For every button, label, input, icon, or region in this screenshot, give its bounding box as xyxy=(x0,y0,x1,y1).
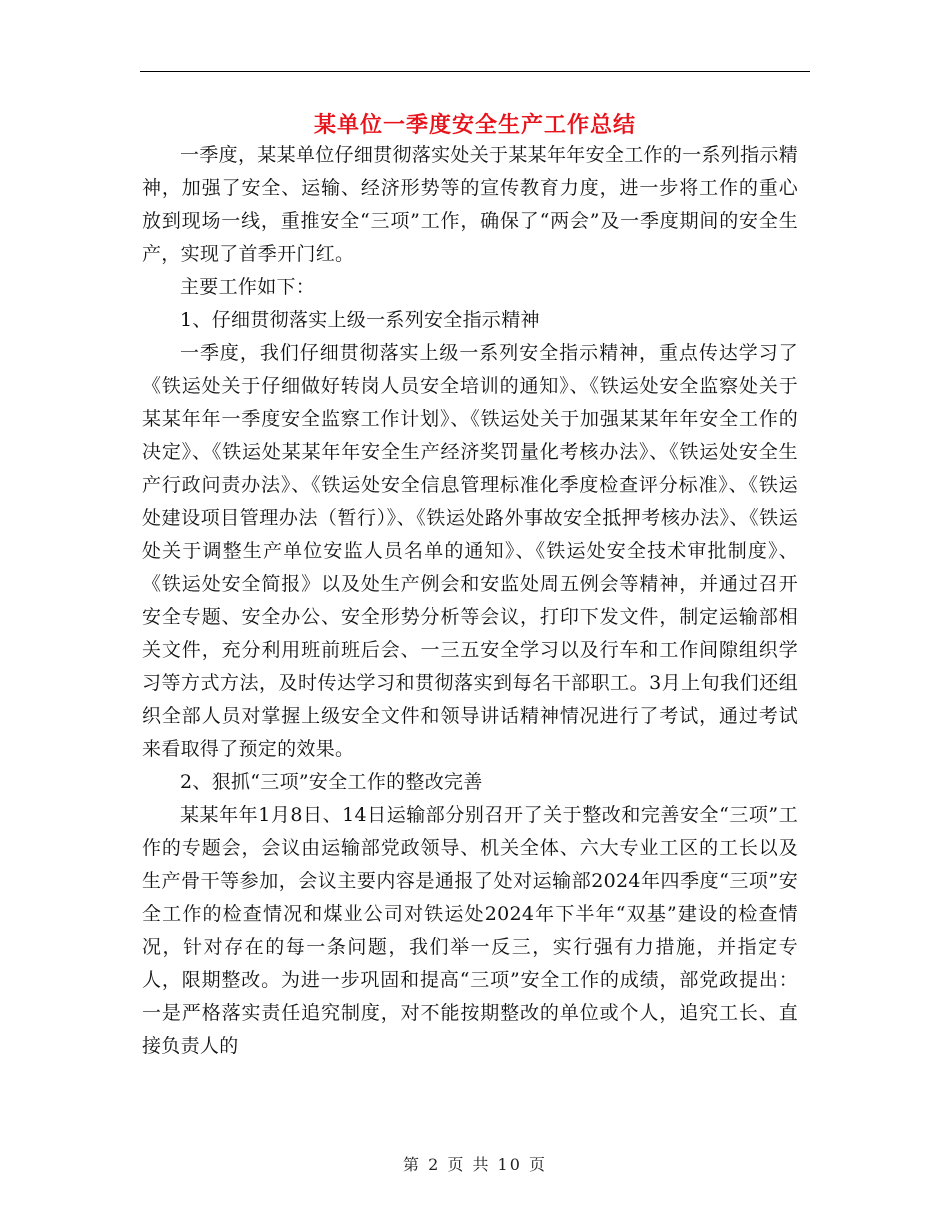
header-rule xyxy=(140,71,810,72)
section-heading-1: 1、仔细贯彻落实上级一系列安全指示精神 xyxy=(180,309,540,331)
intro-paragraph: 一季度，某某单位仔细贯彻落实处关于某某年年安全工作的一系列指示精神，加强了安全、运输、经济形势等的宣传教育力度，进一步将工作的重心放到现场一线，重推安全“三项”工作，确保了“两会”及一季度期间的安全生产，实现了首季开门红。 xyxy=(142,144,798,265)
document-body xyxy=(142,139,798,1063)
page-number-footer: 第 2 页 共 10 页 xyxy=(403,1155,547,1174)
section-heading-2: 2、狠抓“三项”安全工作的整改完善 xyxy=(180,771,483,793)
section-1-paragraph: 一季度，我们仔细贯彻落实上级一系列安全指示精神，重点传达学习了《铁运处关于仔细做好转岗人员安全培训的通知》、《铁运处安全监察处关于某某年年一季度安全监察工作计划》、《铁运处关于加强某某年年安全工作的决定》、《铁运处某某年年安全生产经济奖罚量化考核办法》、《铁运处安全生产行政问责办法》、《铁运处安全信息管理标准化季度检查评分标准》、《铁运处建设项目管理办法（暂行）》、《铁运处路外事故安全抵押考核办法》、《铁运处关于调整生产单位安监人员名单的通知》、《铁运处安全技术审批制度》、《铁运处安全简报》以及处生产例会和安监处周五例会等精神，并通过召开安全专题、安全办公、安全形势分析等会议，打印下发文件，制定运输部相关文件，充分利用班前班后会、一三五安全学习以及行车和工作间隙组织学习等方式方法，及时传达学习和贯彻落实到每名干部职工。3月上旬我们还组织全部人员对掌握上级安全文件和领导讲话精神情况进行了考试，通过考试来看取得了预定的效果。 xyxy=(142,342,798,760)
document-title: 某单位一季度安全生产工作总结 xyxy=(313,112,636,138)
section-2-paragraph: 某某年年1月8日、14日运输部分别召开了关于整改和完善安全“三项”工作的专题会，会议由运输部党政领导、机关全体、六大专业工区的工长以及生产骨干等参加，会议主要内容是通报了处对运输部2024年四季度“三项”安全工作的检查情况和煤业公司对铁运处2024年下半年“双基”建设的检查情况，针对存在的每一条问题，我们举一反三，实行强有力措施，并指定专人，限期整改。为进一步巩固和提高“三项”安全工作的成绩，部党政提出：一是严格落实责任追究制度，对不能按期整改的单位或个人，追究工长、直接负责人的 xyxy=(142,804,798,1057)
main-work-lead: 主要工作如下： xyxy=(180,276,316,298)
